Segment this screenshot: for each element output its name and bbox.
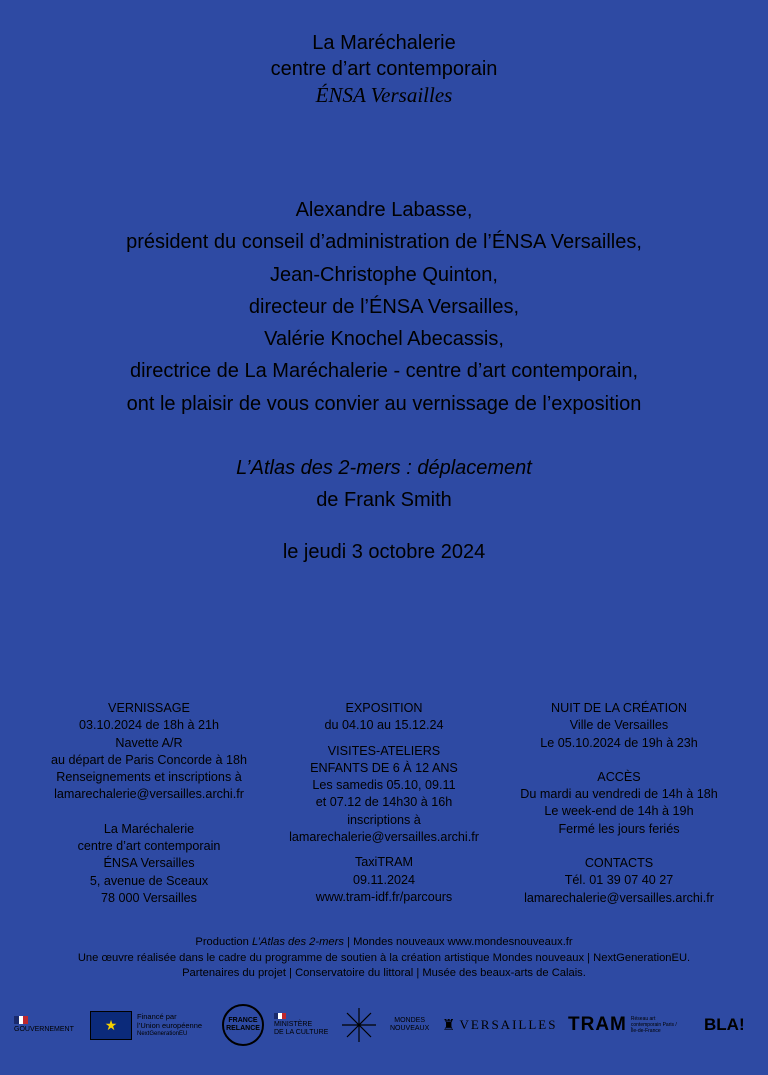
prod-label: Production [195,936,252,948]
eu-label: Financé par [137,1011,177,1021]
prod-title: L’Atlas des 2-mers [251,936,344,948]
col-line: 5, avenue de Sceaux [89,873,209,888]
mondes-label: MONDES [394,1017,426,1024]
eu-label: NextGenerationEU [137,1030,188,1037]
col-heading: VERNISSAGE [108,701,190,715]
prod-credit: | Mondes nouveaux www.mondesnouveaux.fr [343,936,573,948]
program-line: Une œuvre réalisée dans le cadre du programme de soutien à la création artistique Mondes nouveaux | NextGenerationEU. [77,951,691,964]
eu-flag-icon: ★ [90,1011,132,1040]
gouv-label: GOUVERNEMENT [14,1026,74,1033]
email-link[interactable]: lamarechalerie@versailles.archi.fr [54,787,244,802]
venue-name: La Maréchalerie [312,32,456,54]
invite-line: président du conseil d’administration de l’ÉNSA Versailles, [126,231,642,254]
tram-logo [568,1000,677,1050]
col-heading: NUIT DE LA CRÉATION [551,701,687,715]
versailles-logo [442,1000,557,1050]
invite-line: ont le plaisir de vous convier au vernissage de l’exposition [126,392,642,415]
flag-icon [274,1013,286,1019]
versailles-label: VERSAILLES [459,1017,558,1032]
gouvernement-logo [14,1000,74,1050]
col-heading: TaxiTRAM [354,855,414,870]
eu-label: l’Union européenne [137,1020,203,1030]
crest-icon: ♜ [442,1017,456,1034]
invite-line: directeur de l’ÉNSA Versailles, [248,295,520,318]
culture-label: MINISTÈRE [274,1021,313,1028]
col-line: Ville de Versailles [569,718,669,733]
info-column-nuit [494,700,744,907]
tram-label: TRAM [568,1014,627,1035]
col-line: inscriptions à [347,812,421,827]
info-column-exposition [259,700,509,906]
info-column-vernissage [24,700,274,907]
mondes-label: NOUVEAUX [390,1025,430,1032]
col-line: 09.11.2024 [352,872,416,887]
col-heading: CONTACTS [584,856,654,871]
col-line: 03.10.2024 de 18h à 21h [78,718,220,733]
invite-line: directrice de La Maréchalerie - centre d’art contemporain, [129,360,639,383]
col-heading: ACCÈS [597,769,641,784]
col-line: et 07.12 de 14h30 à 16h [315,795,453,810]
production-line [0,935,768,951]
col-line: 78 000 Versailles [101,890,197,905]
col-line: au départ de Paris Concorde à 18h [50,752,248,767]
col-line: Navette A/R [115,735,183,750]
col-line: ENFANTS DE 6 À 12 ANS [310,760,458,775]
col-line: Renseignements et inscriptions à [56,770,242,785]
col-line: Le 05.10.2024 de 19h à 23h [540,735,698,750]
invite-line: Valérie Knochel Abecassis, [264,328,504,351]
france-relance-logo [222,1000,264,1050]
flag-icon [14,1016,28,1024]
col-line: ÉNSA Versailles [103,856,195,871]
mondes-nouveaux-logo [390,1000,429,1050]
france-relance-label: FRANCE RELANCE [226,1017,260,1032]
exhibition-date: le jeudi 3 octobre 2024 [282,541,486,563]
col-line: du 04.10 au 15.12.24 [324,718,444,733]
partners-line: Partenaires du projet | Conservatoire du littoral | Musée des beaux-arts de Calais. [182,967,586,979]
col-line: Le week-end de 14h à 19h [544,804,694,819]
school-name: ÉNSA Versailles [315,83,453,107]
phone-number: Tél. 01 39 07 40 27 [564,873,674,888]
email-link[interactable]: lamarechalerie@versailles.archi.fr [524,890,714,905]
bla-logo [704,1000,745,1050]
exhibition-artist: de Frank Smith [316,489,452,511]
col-line: Fermé les jours feriés [558,821,680,836]
france-relance-badge [222,1004,264,1046]
col-heading: VISITES-ATELIERS [327,743,441,758]
web-link[interactable]: www.tram-idf.fr/parcours [315,889,453,904]
footer-credits [0,935,768,982]
exhibition-block [0,452,768,516]
venue-subtitle: centre d’art contemporain [270,58,498,80]
ministere-culture-logo [274,1000,328,1050]
email-link[interactable]: lamarechalerie@versailles.archi.fr [289,830,479,845]
bla-label: BLA! [704,1015,745,1034]
invite-line: Alexandre Labasse, [295,199,473,221]
col-line: Les samedis 05.10, 09.11 [312,778,456,793]
invitation-text [0,194,768,420]
col-line: La Maréchalerie [103,821,195,836]
star-mark-icon [340,1000,378,1050]
exhibition-title: L’Atlas des 2-mers : déplacement [236,457,532,479]
tram-sublabel: Réseau art contemporain Paris / Île-de-France [630,1016,677,1034]
header [0,30,768,108]
col-line: centre d’art contemporain [77,839,221,854]
invite-line: Jean-Christophe Quinton, [270,263,498,286]
col-heading: EXPOSITION [345,701,423,715]
logo-strip [14,1000,754,1050]
eu-logo [90,1000,202,1050]
culture-label: DE LA CULTURE [274,1029,329,1036]
col-line: Du mardi au vendredi de 14h à 18h [520,787,718,802]
